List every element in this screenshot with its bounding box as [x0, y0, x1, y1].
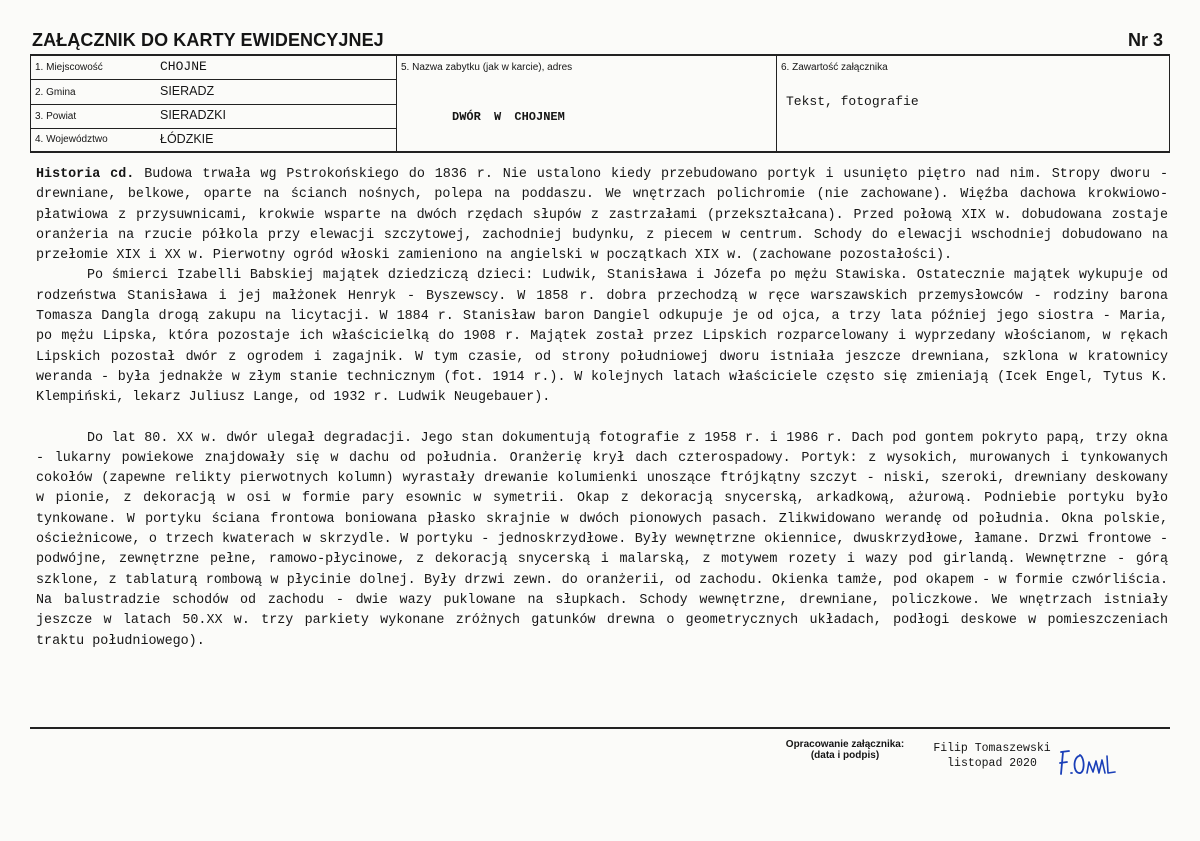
- body-bottom-border: [30, 727, 1170, 729]
- row-divider: [30, 79, 396, 80]
- history-paragraph-3: [36, 429, 1168, 652]
- row-divider: [30, 128, 396, 129]
- form-bottom-border: [30, 151, 1170, 153]
- miejscowosc-value: CHOJNE: [160, 59, 207, 74]
- prepared-by-label: [770, 739, 920, 761]
- prepared-by-value: [922, 741, 1062, 771]
- history-paragraph-1: [36, 165, 1168, 266]
- history-body: [36, 165, 1168, 652]
- prepared-date: listopad 2020: [947, 757, 1037, 770]
- history-paragraph-2: [36, 266, 1168, 408]
- wojewodztwo-label: 4. Województwo: [35, 134, 108, 145]
- wojewodztwo-value: ŁÓDZKIE: [160, 132, 214, 146]
- author-name: Filip Tomaszewski: [933, 742, 1051, 755]
- gmina-label: 2. Gmina: [35, 87, 76, 98]
- zawartosc-label: 6. Zawartość załącznika: [781, 62, 888, 73]
- document-title: ZAŁĄCZNIK DO KARTY EWIDENCYJNEJ: [32, 30, 384, 50]
- handwritten-signature: [1055, 746, 1127, 785]
- attachment-number: Nr 3: [1127, 30, 1163, 50]
- paragraph-text: Budowa trwała wg Pstrokońskiego do 1836 r. Nie ustalono kiedy przebudowano portyk i usunięto piętro nad nim. Stropy dworu - drewniane, belkowe, oparte na ścianch nośnych, polepa na poddaszu. We wnętrzach polichromie (nie zachowane). Więźba dachowa krokwiowo-płatwiowa z przysuwnicami, krokwie wsparte na dwóch rzędach słupów z zastrzałami (przekształcana). Przed połową XIX w. dobudowana zostaje oranżeria na rzucie półkola przy elewacji szczytowej, zachodniej budynku, z piecem w centrum. Schody do elewacji wschodniej dobudowano na przełomie XIX i XX w. Pierwotny ogród włoski zamieniono na angielski w początkach XIX w. (zachowane pozostałości).: [36, 167, 1168, 264]
- prepared-by-label-line2: (data i podpis): [810, 750, 880, 761]
- nazwa-label: 5. Nazwa zabytku (jak w karcie), adres: [401, 62, 573, 73]
- column-divider: [1169, 55, 1170, 152]
- powiat-value: SIERADZKI: [160, 108, 226, 122]
- miejscowosc-label: 1. Miejscowość: [35, 62, 103, 73]
- section-heading: Historia cd.: [36, 167, 135, 182]
- form-top-border: [30, 54, 1170, 56]
- paragraph-text: Do lat 80. XX w. dwór ulegał degradacji. Jego stan dokumentują fotografie z 1958 r. i 1986 r. Dach pod gontem pokryto papą, trzy okna - lukarny powiekowe znajdowały się w dachu od południa. Oranżerię krył dach czterospadowy. Portyk: z wysokich, murowanych i tynkowanych cokołów (zapewne relikty pierwotnych kolumn) wyrastały drewanie kolumienki unoszące ftrójkątny szczyt - niski, szeroki, drewniany deskowany w pionie, z dekoracją w osi w formie pary esownic w symetrii. Okap z dekoracją snycerską, arkadkową, ażurową. Podniebie portyku było tynkowane. W portyku ściana frontowa boniowana płasko skrajnie w dwóch pionowych pasach. Zlikwidowano werandę od południa. Okna polskie, ościeżnicowe, o trzech kwaterach w skrzydle. W portyku - jednoskrzydłowe. Były wewnętrzne okiennice, dwuskrzydłowe, łamane. Drzwi frontowe - podwójne, zewnętrzne pełne, ramowo-płycinowe, z dekoracją snycerską i malarską, z motywem rozety i wazy pod girlandą. Wewnętrzne - górą szklone, z tablaturą rombową w płycinie dolnej. Były drzwi zewn. do oranżerii, od zachodu. Okienka tamże, pod okapem - w formie czwórliścia. Na balustradzie schodów od zachodu - dwie wazy puklowane na słupkach. Schody wewnętrzne, drewniane, policzkowe. We wnętrzach istniały jeszcze w latach 50.XX w. trzy parkiety wykonane zróżnych gatunków drewna o geometrycznych układach, podłogi deskowe w pomieszczeniach traktu południowego).: [36, 430, 1168, 649]
- prepared-by-label-line1: Opracowanie załącznika:: [785, 739, 905, 750]
- row-divider: [30, 104, 396, 105]
- paragraph-text: Po śmierci Izabelli Babskiej majątek dziedziczą dzieci: Ludwik, Stanisława i Józefa po mężu Stawiska. Ostatecznie majątek wykupuje od rodzeństwa Stanisława i jej małżonek Henryk - Byszewscy. W 1858 r. dobra przechodzą w ręce warszawskich przemysłowców - rodziny barona Tomasza Dangla drogą zakupu na licytacji. W 1884 r. Stanisław baron Dangiel odkupuje je od ojca, a trzy lata później jego siostra - Maria, po mężu Lipska, która pozostaje ich właścicielką do 1908 r. Majątek został przez Lipskich rozparcelowany i wyprzedany włościanom, w rękach Lipskich pozostał dwór z ogrodem i zagajnik. W tym czasie, od strony południowej dworu istniała jeszcze drewniana, szklona w kratownicy weranda - była jednakże w złym stanie technicznym (fot. 1914 r.). W kolejnych latach właściciele często się zmieniają (Icek Engel, Tytus K. Klempiński, lekarz Juliusz Lange, od 1932 r. Ludwik Neugebauer).: [36, 268, 1168, 406]
- column-divider: [30, 55, 31, 152]
- column-divider: [396, 55, 397, 152]
- nazwa-value: DWÓR W CHOJNEM: [452, 110, 565, 124]
- gmina-value: SIERADZ: [160, 84, 215, 98]
- column-divider: [776, 55, 777, 152]
- powiat-label: 3. Powiat: [35, 111, 77, 122]
- zawartosc-value: Tekst, fotografie: [786, 94, 919, 109]
